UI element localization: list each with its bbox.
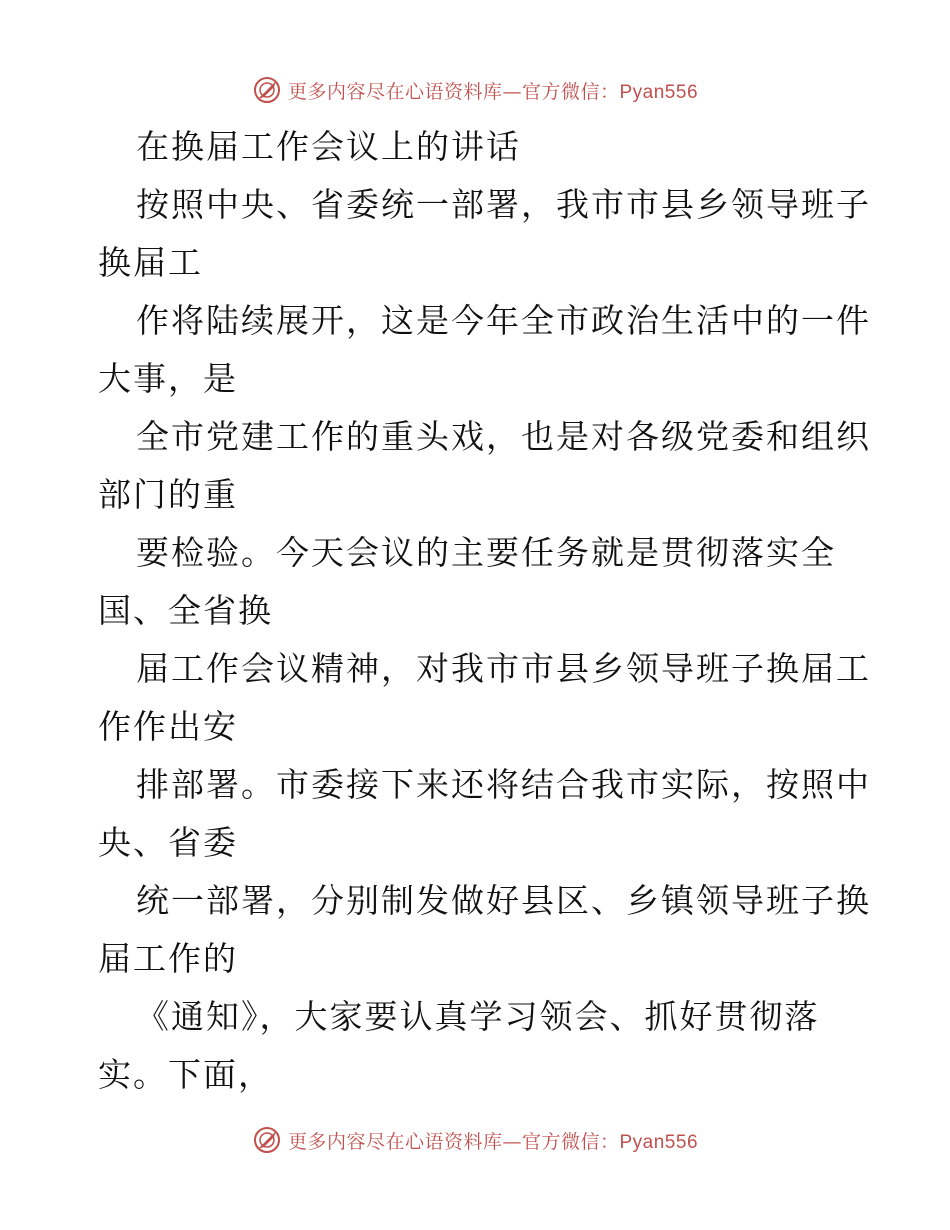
quill-logo-icon xyxy=(252,1125,282,1155)
paragraph-line: 作作出安 xyxy=(98,707,238,746)
paragraph-line: 作将陆续展开，这是今年全市政治生活中的一件 xyxy=(136,301,871,340)
watermark-text: 更多内容尽在心语资料库—官方微信：Pyan556 xyxy=(287,1130,699,1153)
paragraph-line: 国、全省换 xyxy=(98,591,273,630)
document-title: 在换届工作会议上的讲话 xyxy=(136,127,521,166)
paragraph-line: 届工作的 xyxy=(98,939,238,978)
paragraph-line: 换届工 xyxy=(98,243,203,282)
header-watermark-banner xyxy=(0,72,950,108)
paragraph-line: 《通知》，大家要认真学习领会、抓好贯彻落 xyxy=(136,997,820,1036)
document-body xyxy=(98,118,871,1104)
paragraph-line: 要检验。今天会议的主要任务就是贯彻落实全 xyxy=(136,533,836,572)
paragraph-line: 届工作会议精神，对我市市县乡领导班子换届工 xyxy=(136,649,871,688)
paragraph-line: 部门的重 xyxy=(98,475,238,514)
paragraph-line: 排部署。市委接下来还将结合我市实际，按照中 xyxy=(136,765,871,804)
quill-logo-icon xyxy=(252,75,282,105)
paragraph-line: 按照中央、省委统一部署，我市市县乡领导班子 xyxy=(136,185,871,224)
watermark-text: 更多内容尽在心语资料库—官方微信：Pyan556 xyxy=(287,80,699,103)
paragraph-line: 全市党建工作的重头戏，也是对各级党委和组织 xyxy=(136,417,871,456)
paragraph-line: 实。下面， xyxy=(98,1055,273,1094)
footer-watermark-banner xyxy=(0,1122,950,1158)
paragraph-line: 统一部署，分别制发做好县区、乡镇领导班子换 xyxy=(136,881,871,920)
paragraph-line: 大事，是 xyxy=(98,359,238,398)
paragraph-line: 央、省委 xyxy=(98,823,238,862)
